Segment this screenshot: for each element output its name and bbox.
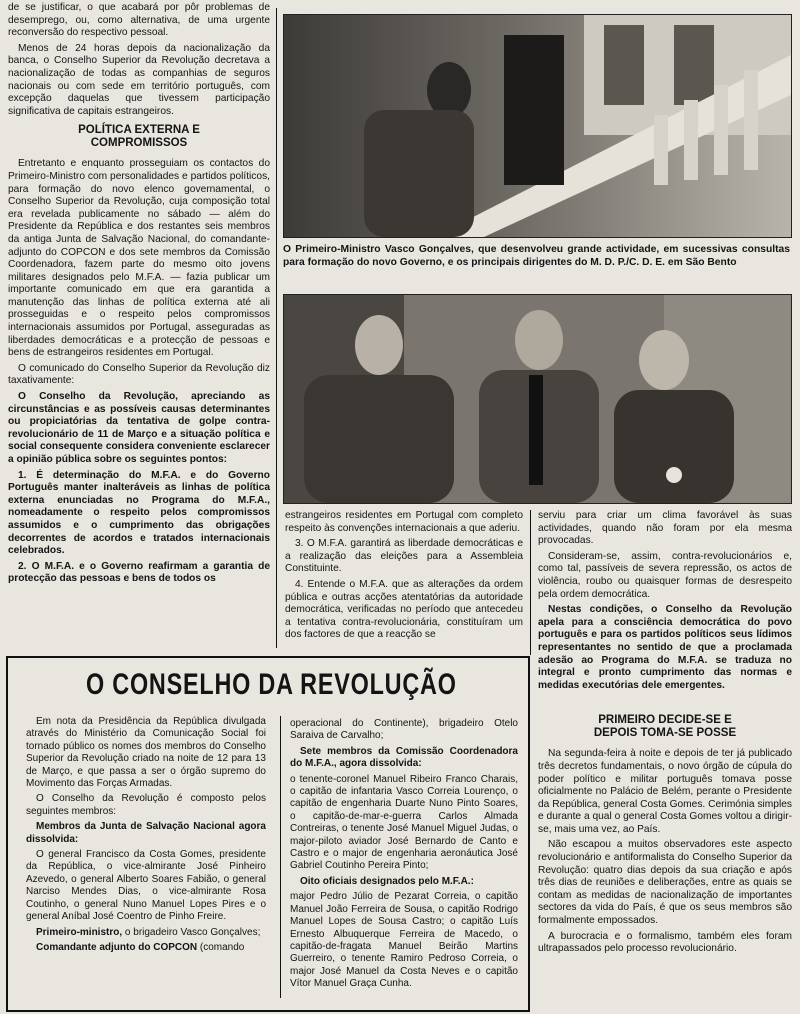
paragraph-consideram: Consideram-se, assim, contra-revolucionários e, como tal, passíveis de severa repressão, os actos de violência, roubo ou quaisquer formas de desrespeito pela ordem democrática. (538, 550, 792, 600)
box-comissao-members: o tenente-coronel Manuel Ribeiro Franco Charais, o capitão de infantaria Vasco Correia Lourenço, o capitão de engenharia Duarte Nuno Pinto Soares, o capitão-de-mar-e-guerra Carlos Almada Contreiras, o tenente José Manuel Miguel Judas, o major-piloto aviador José Bernardo de Canto e Castro e o major de engenharia aeronáutica José Gabriel Coutinho Pereira Pinto; (290, 773, 518, 872)
box-comissao-heading: Sete membros da Comissão Coordenadora do M.F.A., agora dissolvida: (290, 745, 518, 770)
middle-column (285, 510, 523, 645)
box-paragraph-nota: Em nota da Presidência da República divulgada através do Ministério da Comunicação Social foi tornado público os nomes dos membros do Conselho Superior da Revolução criado na noite de 12 para 13 de Março, e que passa a ser o órgão supremo do Movimento das Forças Armadas. (26, 716, 266, 790)
box-oito-heading: Oito oficiais designados pelo M.F.A.: (300, 875, 474, 887)
paragraph-segunda-feira: Na segunda-feira à noite e depois de ter já publicado três decretos fundamentais, o novo órgão de cúpula do poder político e militar português tomava posse oficialmente no Palácio de Belém, perante o Presidente da República, general Costa Gomes. Cerimónia simples e durante a qual o general Costa Gomes voltou a dirigir-se, mais uma vez, ao País. (538, 748, 792, 835)
boxed-article-title: O CONSELHO DA REVOLUÇÃO (86, 668, 457, 701)
paragraph-serviu: serviu para criar um clima favorável às suas actividades, quando não foram por ela mesma provocadas. (538, 510, 792, 547)
paragraph-nao-escapou: Não escapou a muitos observadores este aspecto revolucionário e antiformalista do Conselho Superior da Revolução: quatro dias depois da sua criação e após três dias de reuniões e deliberações, entre as quais se contam as medidas de nacionalização de importantes sectores da vida do País, é que os seus membros são formalmente empossados. (538, 839, 792, 927)
paragraph-nacionalizacao: Menos de 24 horas depois da nacionalização da banca, o Conselho Superior da Revolução decretava a nacionalização de todas as companhias de seguros nacionais ou com sede em território português, com excepção daquelas que tivessem participação significativa de capitais estrangeiros. (8, 42, 270, 117)
column-divider-left (276, 8, 277, 648)
section-heading-primeiro-decide: PRIMEIRO DECIDE-SE E DEPOIS TOMA-SE POSSE (593, 714, 737, 740)
paragraph-conselho-statement: O Conselho da Revolução, apreciando as circunstâncias e as possíveis causas determinantes ou propiciatórias da tentativa de golpe contra-revolucionário de 11 de Março e a situação política e social consequente considera conveniente esclarecer a opinião pública sobre os seguintes pontos: (8, 391, 270, 465)
right-column (538, 510, 792, 959)
photo-caption-1: O Primeiro-Ministro Vasco Gonçalves, que desenvolveu grande actividade, em sucessivas consultas para formação do novo Governo, e os principais dirigentes do M. D. P./C. D. E. em São Bento (283, 244, 790, 268)
photo-mdp-leaders (283, 294, 792, 504)
boxed-article-column-2 (290, 718, 518, 994)
box-pm-label: Primeiro-ministro, (36, 926, 123, 938)
left-column (8, 2, 270, 589)
photo-mdp-leaders-image (284, 295, 791, 503)
photo-prime-minister-stairs (283, 14, 792, 238)
box-copcon-text: (comando (199, 941, 245, 953)
paragraph-ponto-1: 1. É determinação do M.F.A. e do Governo Português manter inalteráveis as linhas de política externa enunciadas no Programa do M.F.A., nomeadamente o respeito pelos compromissos assumidos e o cumprimento das obrigações decorrentes de acordos e tratados internacionais celebrados. (8, 469, 270, 557)
box-oito-members: major Pedro Júlio de Pezarat Correia, o capitão Manuel João Ferreira de Sousa, o capitão Rodrigo Manuel Lopes de Sousa Castro; o capitão Luís Ernesto Albuquerque Ferreira de Macedo, o capitão-de-fragata Manuel Beirão Martins Guerreiro, o tenente Ramiro Pedroso Correia, o major José Manuel da Costa Neves e o capitão Vítor Manuel Graça Cunha. (290, 891, 518, 990)
paragraph-entretanto: Entretanto e enquanto prosseguiam os contactos do Primeiro-Ministro com personalidades e partidos políticos, para formação do novo elenco governamental, o Conselho Superior da Revolução, cuja composição total era revelada publicamente no sábado — além do Presidente da República e dos restantes seis membros da antiga Junta de Salvação Nacional, do comandante-adjunto do COPCON e dos sete membros da Comissão Coordenadora, fazem parte do mesmo oito jovens militares designados pelo M.F.A. — fazia publicar um importante comunicado em que era garantida a manutenção das linhas de política externa até ali prosseguidas e o respeito pelos compromissos internacionais assumidos por Portugal, asseguradas as liberdades democráticas e a protecção de pessoas e bens de estrangeiros residentes em Portugal. (8, 158, 270, 359)
box-copcon-label: Comandante adjunto do COPCON (36, 941, 198, 953)
paragraph-estrangeiros: estrangeiros residentes em Portugal com completo respeito às convenções internacionais a que aderiu. (285, 510, 523, 534)
column-divider-mid (530, 510, 531, 655)
section-heading-politica-externa: POLÍTICA EXTERNA E COMPROMISSOS (78, 124, 200, 150)
box-primeiro-ministro (26, 927, 266, 939)
boxed-article-column-1 (26, 716, 266, 957)
box-junta-members: O general Francisco da Costa Gomes, presidente da República, o vice-almirante José Pinheiro Azevedo, o general Alberto Soares Fabião, o general Narciso Mendes Dias, o vice-almirante Rosa Coutinho, o general Nuno Manuel Lopes Pires e o general Aníbal José Coentro de Pinho Freire. (26, 849, 266, 923)
box-copcon (26, 942, 266, 954)
paragraph-intro: de se justificar, o que acabará por pôr problemas de desemprego, ou, como alternativa, de uma urgente reconversão do respectivo pessoal. (8, 2, 270, 39)
photo-prime-minister-stairs-image (284, 15, 791, 237)
paragraph-ponto-3: 3. O M.F.A. garantirá as liberdade democráticas e a realização das eleições para a Assembleia Constituinte. (285, 538, 523, 575)
paragraph-comunicado: O comunicado do Conselho Superior da Revolução diz taxativamente: (8, 362, 270, 387)
box-pm-name: o brigadeiro Vasco Gonçalves; (124, 926, 261, 938)
box-paragraph-composto: O Conselho da Revolução é composto pelos seguintes membros: (26, 793, 266, 817)
paragraph-ponto-2: 2. O M.F.A. e o Governo reafirmam a garantia de protecção das pessoas e bens de todos os (8, 560, 270, 585)
paragraph-burocracia: A burocracia e o formalismo, também eles foram ultrapassados pelo processo revolucionário. (538, 930, 792, 955)
paragraph-nestas-condicoes: Nestas condições, o Conselho da Revolução apela para a consciência democrática do povo português e para os partidos políticos seus lídimos representantes no sentido de que a proclamada adesão ao Programa do M.F.A. se traduza no integral e pronto cumprimento das normas e medidas executórias dele emergentes. (538, 604, 792, 691)
column-divider-box (280, 716, 281, 998)
box-junta-heading: Membros da Junta de Salvação Nacional agora dissolvida: (26, 821, 266, 845)
box-paragraph-otelo: operacional do Continente), brigadeiro Otelo Saraiva de Carvalho; (290, 718, 518, 742)
paragraph-ponto-4: 4. Entende o M.F.A. que as alterações da ordem pública e outras acções atentatórias da autoridade democrática, verificadas no período que antecedeu a tentativa contra-revolucionária, constituíram um dos factores de que a reacção se (285, 578, 523, 641)
